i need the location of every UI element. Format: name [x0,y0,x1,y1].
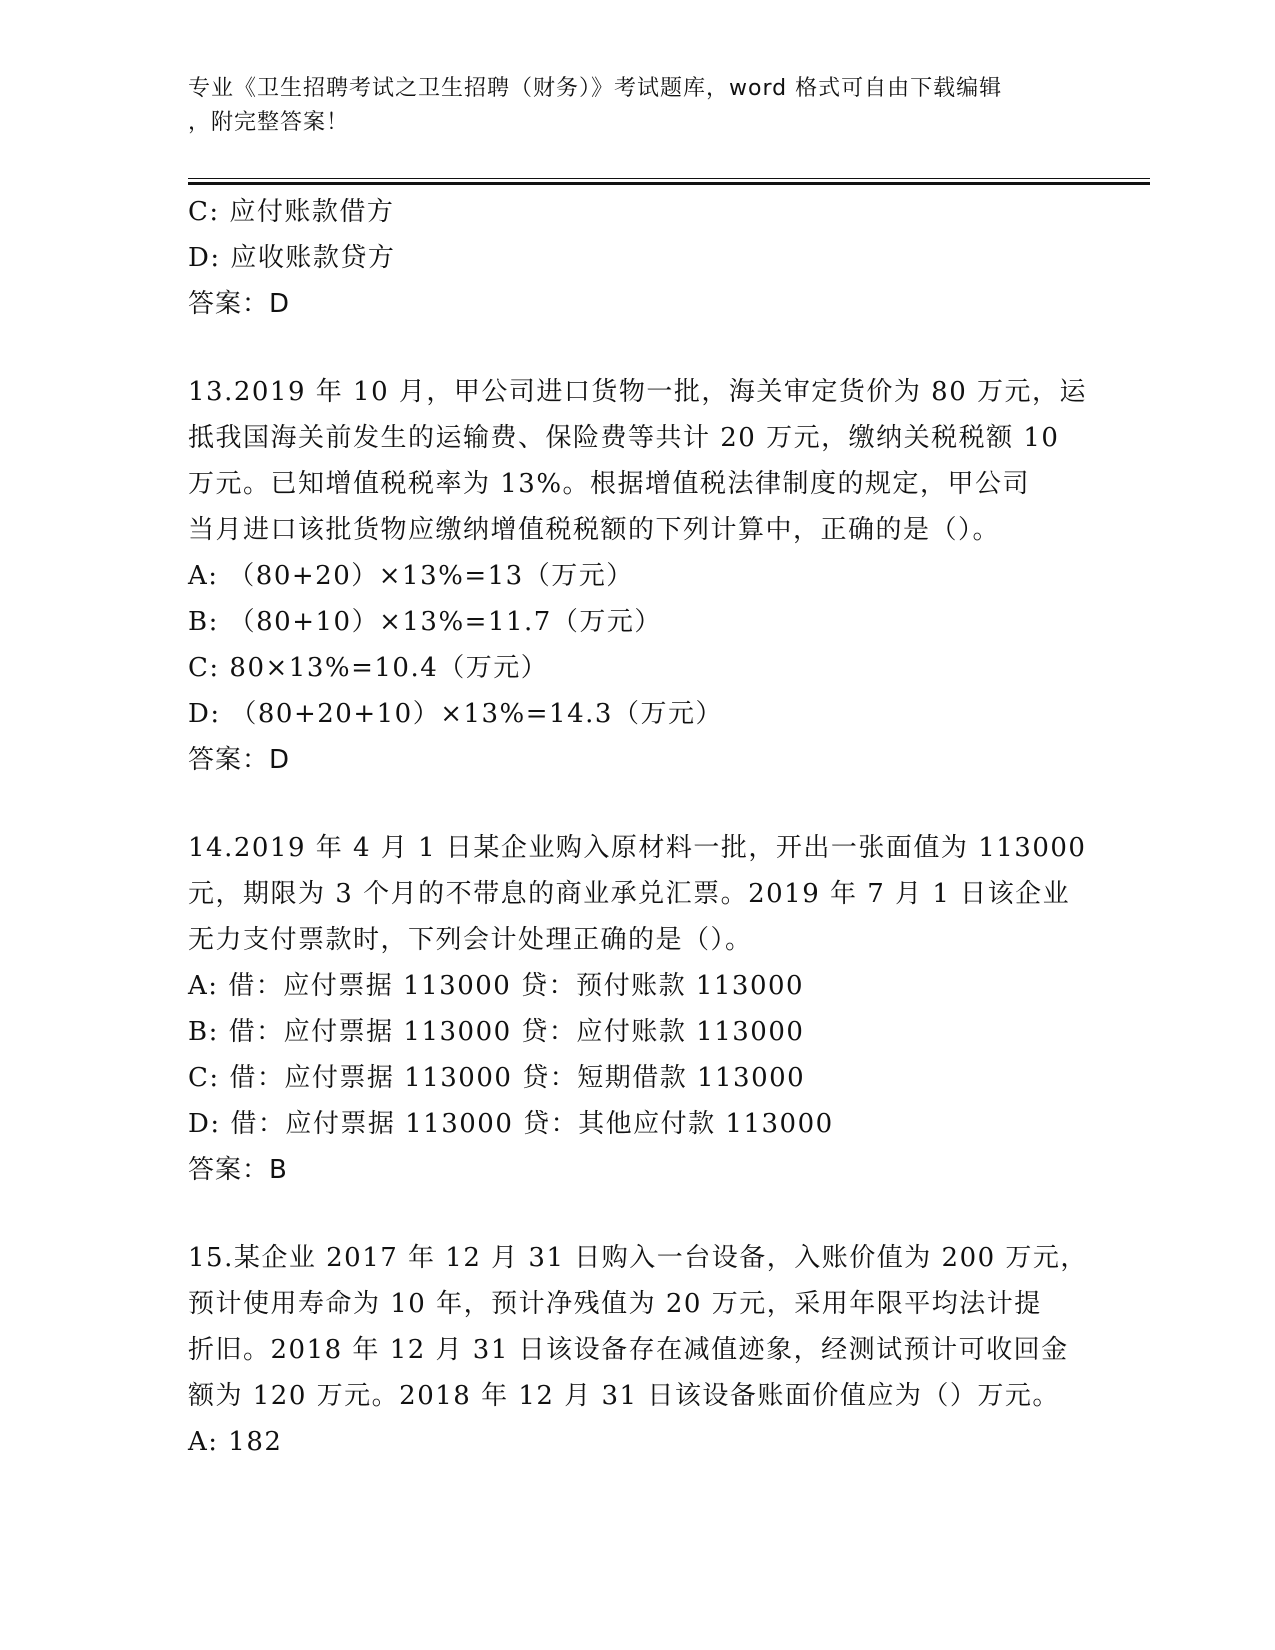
q13-stem-line-4: 当月进口该批货物应缴纳增值税税额的下列计算中，正确的是（）。 [188,515,1001,545]
q14-option-a: A: 借：应付票据 113000 贷：预付账款 113000 [188,971,805,1001]
q12-answer: 答案：D [188,289,291,319]
q12-option-c: C: 应付账款借方 [188,197,395,227]
q13-option-c: C: 80×13%=10.4（万元） [188,653,549,683]
q13-stem-line-3: 万元。已知增值税税率为 13%。根据增值税法律制度的规定，甲公司 [188,469,1031,499]
q15-stem-line-1: 15.某企业 2017 年 12 月 31 日购入一台设备，入账价值为 200 万元， [188,1243,1088,1273]
q15-stem-line-2: 预计使用寿命为 10 年，预计净残值为 20 万元，采用年限平均法计提 [188,1289,1042,1319]
question-15 [188,1235,1088,1465]
q14-answer: 答案：B [188,1155,288,1185]
q14-stem-line-3: 无力支付票款时，下列会计处理正确的是（）。 [188,925,753,955]
q13-stem-line-1: 13.2019 年 10 月，甲公司进口货物一批，海关审定货价为 80 万元，运 [188,377,1088,407]
q14-option-b: B: 借：应付票据 113000 贷：应付账款 113000 [188,1017,805,1047]
q13-option-b: B: （80+10）×13%=11.7（万元） [188,607,662,637]
q15-stem-line-4: 额为 120 万元。2018 年 12 月 31 日该设备账面价值应为（）万元。 [188,1381,1060,1411]
q12-option-d: D: 应收账款贷方 [188,243,396,273]
question-14 [188,825,1088,1193]
q13-option-a: A: （80+20）×13%=13（万元） [188,561,634,591]
q14-stem-line-2: 元，期限为 3 个月的不带息的商业承兑汇票。2019 年 7 月 1 日该企业 [188,879,1071,909]
question-content [188,189,1088,1465]
q15-option-a: A: 182 [188,1427,283,1457]
q14-option-d: D: 借：应付票据 113000 贷：其他应付款 113000 [188,1109,834,1139]
header-rule-thin [188,178,1150,179]
header-rule-thick [188,182,1150,185]
document-header [188,72,1088,140]
spacer [188,327,1088,369]
q13-answer: 答案：D [188,745,291,775]
q15-stem-line-3: 折旧。2018 年 12 月 31 日该设备存在减值迹象，经测试预计可收回金 [188,1335,1069,1365]
spacer [188,1193,1088,1235]
question-13 [188,369,1088,783]
q13-option-d: D: （80+20+10）×13%=14.3（万元） [188,699,723,729]
header-line-1: 专业《卫生招聘考试之卫生招聘（财务）》考试题库，word 格式可自由下载编辑 [188,76,1003,101]
q14-option-c: C: 借：应付票据 113000 贷：短期借款 113000 [188,1063,806,1093]
q13-stem-line-2: 抵我国海关前发生的运输费、保险费等共计 20 万元，缴纳关税税额 10 [188,423,1060,453]
spacer [188,783,1088,825]
q14-stem-line-1: 14.2019 年 4 月 1 日某企业购入原材料一批，开出一张面值为 113000 [188,833,1087,863]
header-line-2: ，附完整答案！ [188,110,350,135]
